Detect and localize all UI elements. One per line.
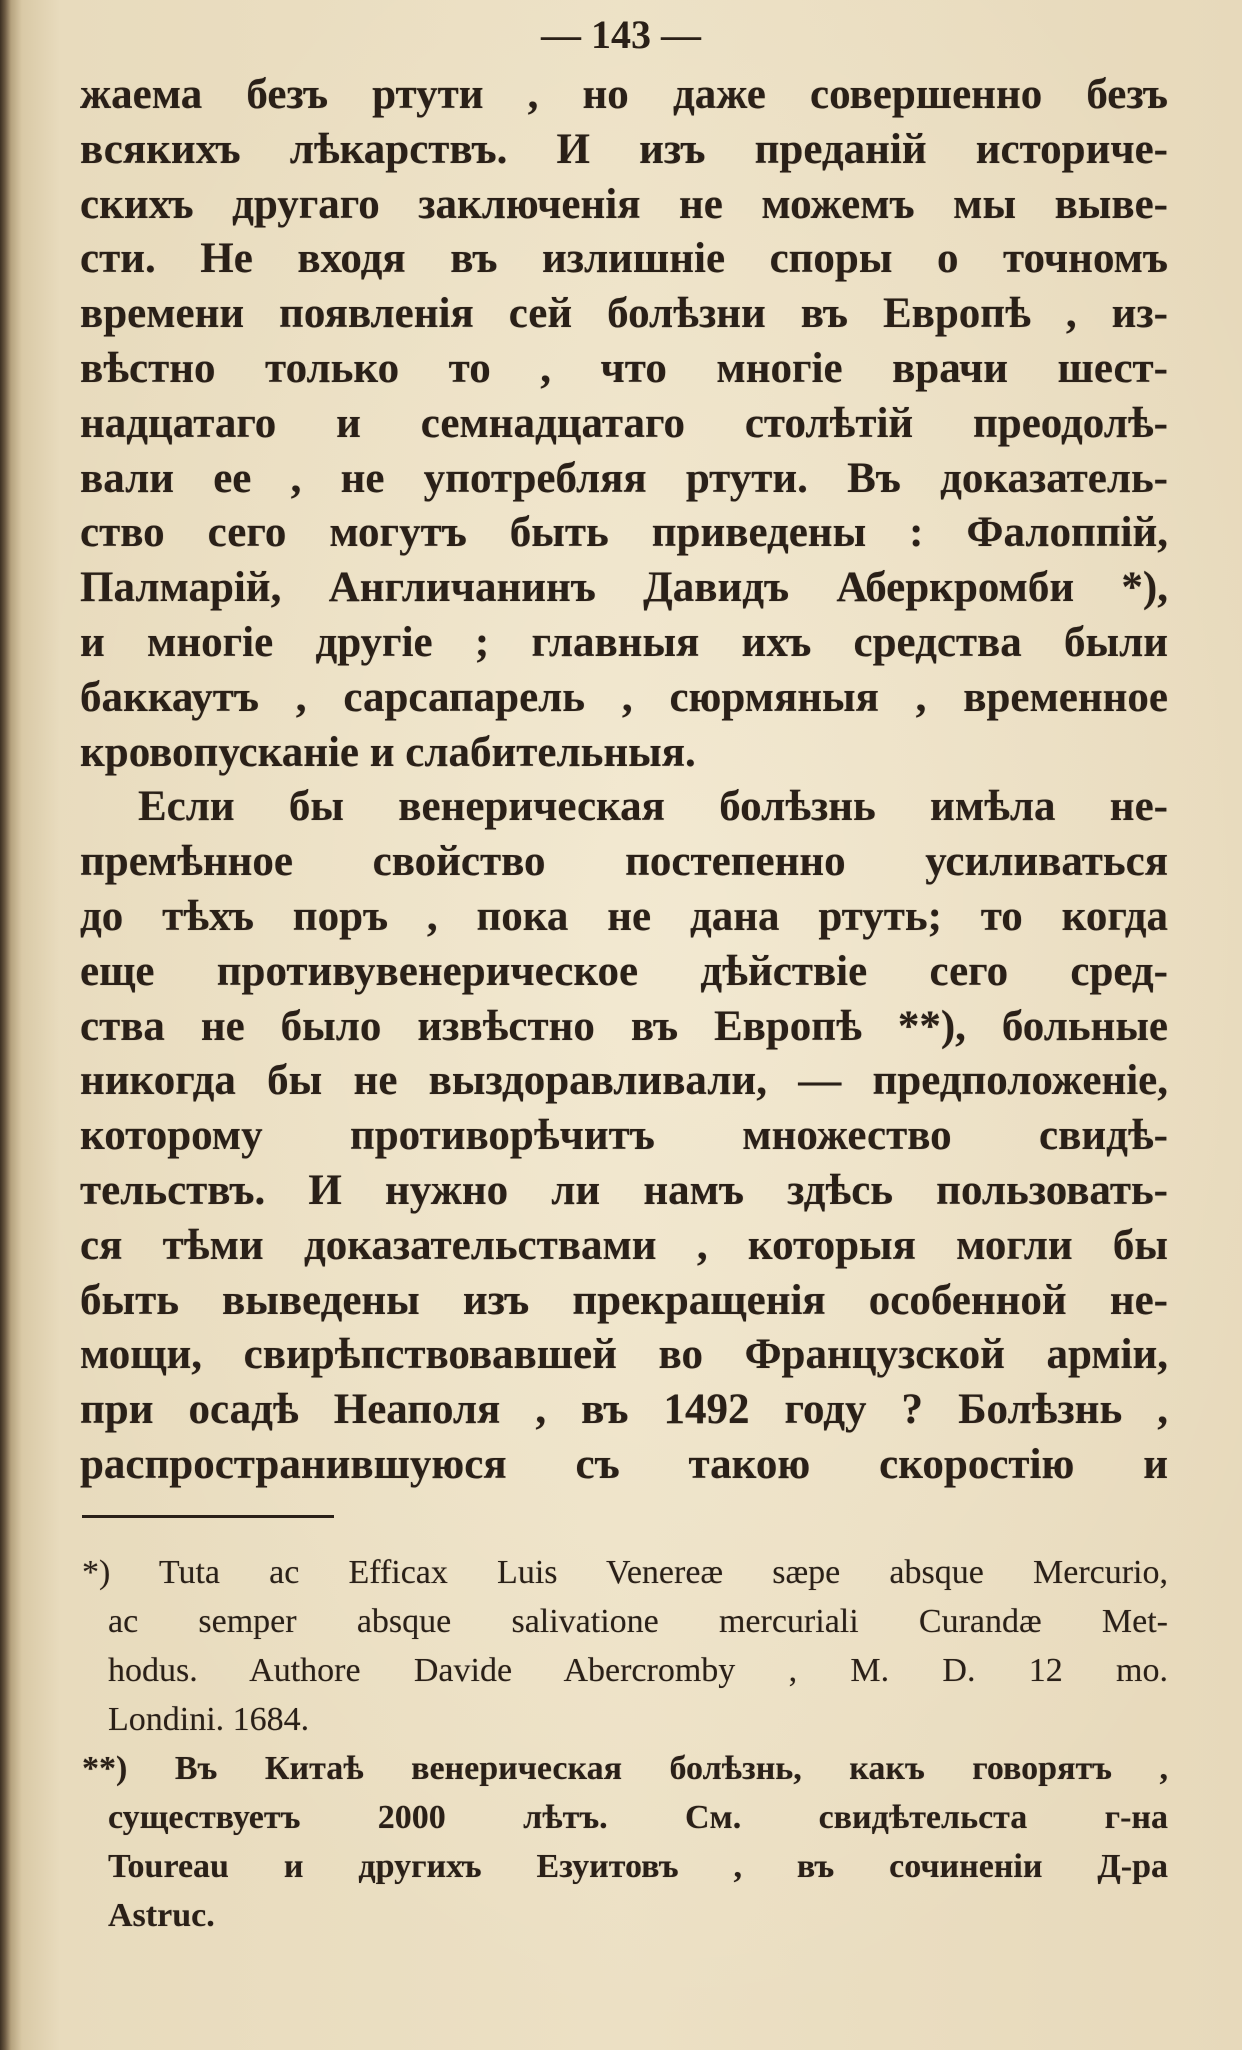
footnote: [82, 1744, 1168, 1940]
footnote-separator: [82, 1515, 334, 1518]
body-text-line: при осадѣ Неаполя , въ 1492 году ? Болѣзнь ,: [80, 1386, 1168, 1434]
body-text-line: вали ее , не употребляя ртути. Въ доказатель-: [80, 454, 1168, 502]
footnote-line: существуетъ 2000 лѣтъ. См. свидѣтельста г-на: [108, 1799, 1168, 1836]
body-text-line: до тѣхъ поръ , пока не дана ртуть; то когда: [80, 892, 1168, 940]
body-text-line: быть выведены изъ прекращенія особенной не-: [80, 1276, 1168, 1324]
body-text-line: которому противорѣчитъ множество свидѣ-: [80, 1112, 1168, 1160]
body-text-line: никогда бы не выздоравливали, — предположеніе,: [80, 1057, 1168, 1105]
footnote-line: hodus. Authore Davide Abercromby , M. D. 12 mo.: [108, 1652, 1168, 1689]
body-text-line: времени появленія сей болѣзни въ Европѣ , из-: [80, 290, 1168, 338]
footnote-line: **) Въ Китаѣ венерическая болѣзнь, какъ говорятъ ,: [82, 1750, 1168, 1787]
body-text-line: Если бы венерическая болѣзнь имѣла не-: [138, 783, 1168, 831]
body-text-line: баккаутъ , сарсапарель , сюрмяныя , временное: [80, 673, 1168, 721]
footnote-line: ac semper absque salivatione mercuriali Curandæ Met-: [108, 1603, 1168, 1640]
paragraph: [80, 68, 1168, 780]
body-text-line: и многіе другіе ; главныя ихъ средства были: [80, 618, 1168, 666]
page-number: — 143 —: [541, 12, 701, 57]
body-text-line: ства не было извѣстно въ Европѣ **), больные: [80, 1002, 1168, 1050]
footnotes: [82, 1548, 1168, 1940]
footnote-line: Londini. 1684.: [108, 1701, 310, 1738]
footnote-line: Toureau и другихъ Езуитовъ , въ сочиненіи Д-ра: [108, 1848, 1168, 1885]
body-text-line: жаема безъ ртути , но даже совершенно безъ: [80, 71, 1168, 118]
body-text-line: сти. Не входя въ излишніе споры о точномъ: [80, 235, 1168, 283]
body-text-line: надцатаго и семнадцатаго столѣтій преодолѣ-: [80, 399, 1168, 447]
body-text-line: кровопусканіе и слабительныя.: [80, 728, 696, 776]
body-text-line: Палмарій, Англичанинъ Давидъ Аберкромби *),: [80, 564, 1168, 612]
body-text-line: скихъ другаго заключенія не можемъ мы выве-: [80, 180, 1168, 228]
body-text-line: ся тѣми доказательствами , которыя могли бы: [80, 1221, 1168, 1269]
body-text-line: тельствъ. И нужно ли намъ здѣсь пользовать-: [80, 1166, 1168, 1214]
footnote-line: Astruc.: [108, 1897, 215, 1934]
body-text-line: еще противувенерическое дѣйствіе сего сред-: [80, 947, 1168, 995]
body-text-line: распространившуюся съ такою скоростію и: [80, 1440, 1168, 1488]
paragraph: [80, 780, 1168, 1492]
footnote: [82, 1548, 1168, 1744]
body-text-line: премѣнное свойство постепенно усиливаться: [80, 838, 1168, 886]
body-text-line: всякихъ лѣкарствъ. И изъ преданій историче-: [80, 125, 1168, 173]
body-text-line: вѣстно только то , что многіе врачи шест-: [80, 344, 1168, 392]
body-text-line: ство сего могутъ быть приведены : Фалоппій,: [80, 509, 1168, 557]
main-text: [80, 68, 1168, 1493]
footnote-line: *) Tuta ac Efficax Luis Venereæ sæpe absque Mercurio,: [82, 1554, 1168, 1591]
body-text-line: мощи, свирѣпствовавшей во Французской арміи,: [80, 1331, 1168, 1379]
